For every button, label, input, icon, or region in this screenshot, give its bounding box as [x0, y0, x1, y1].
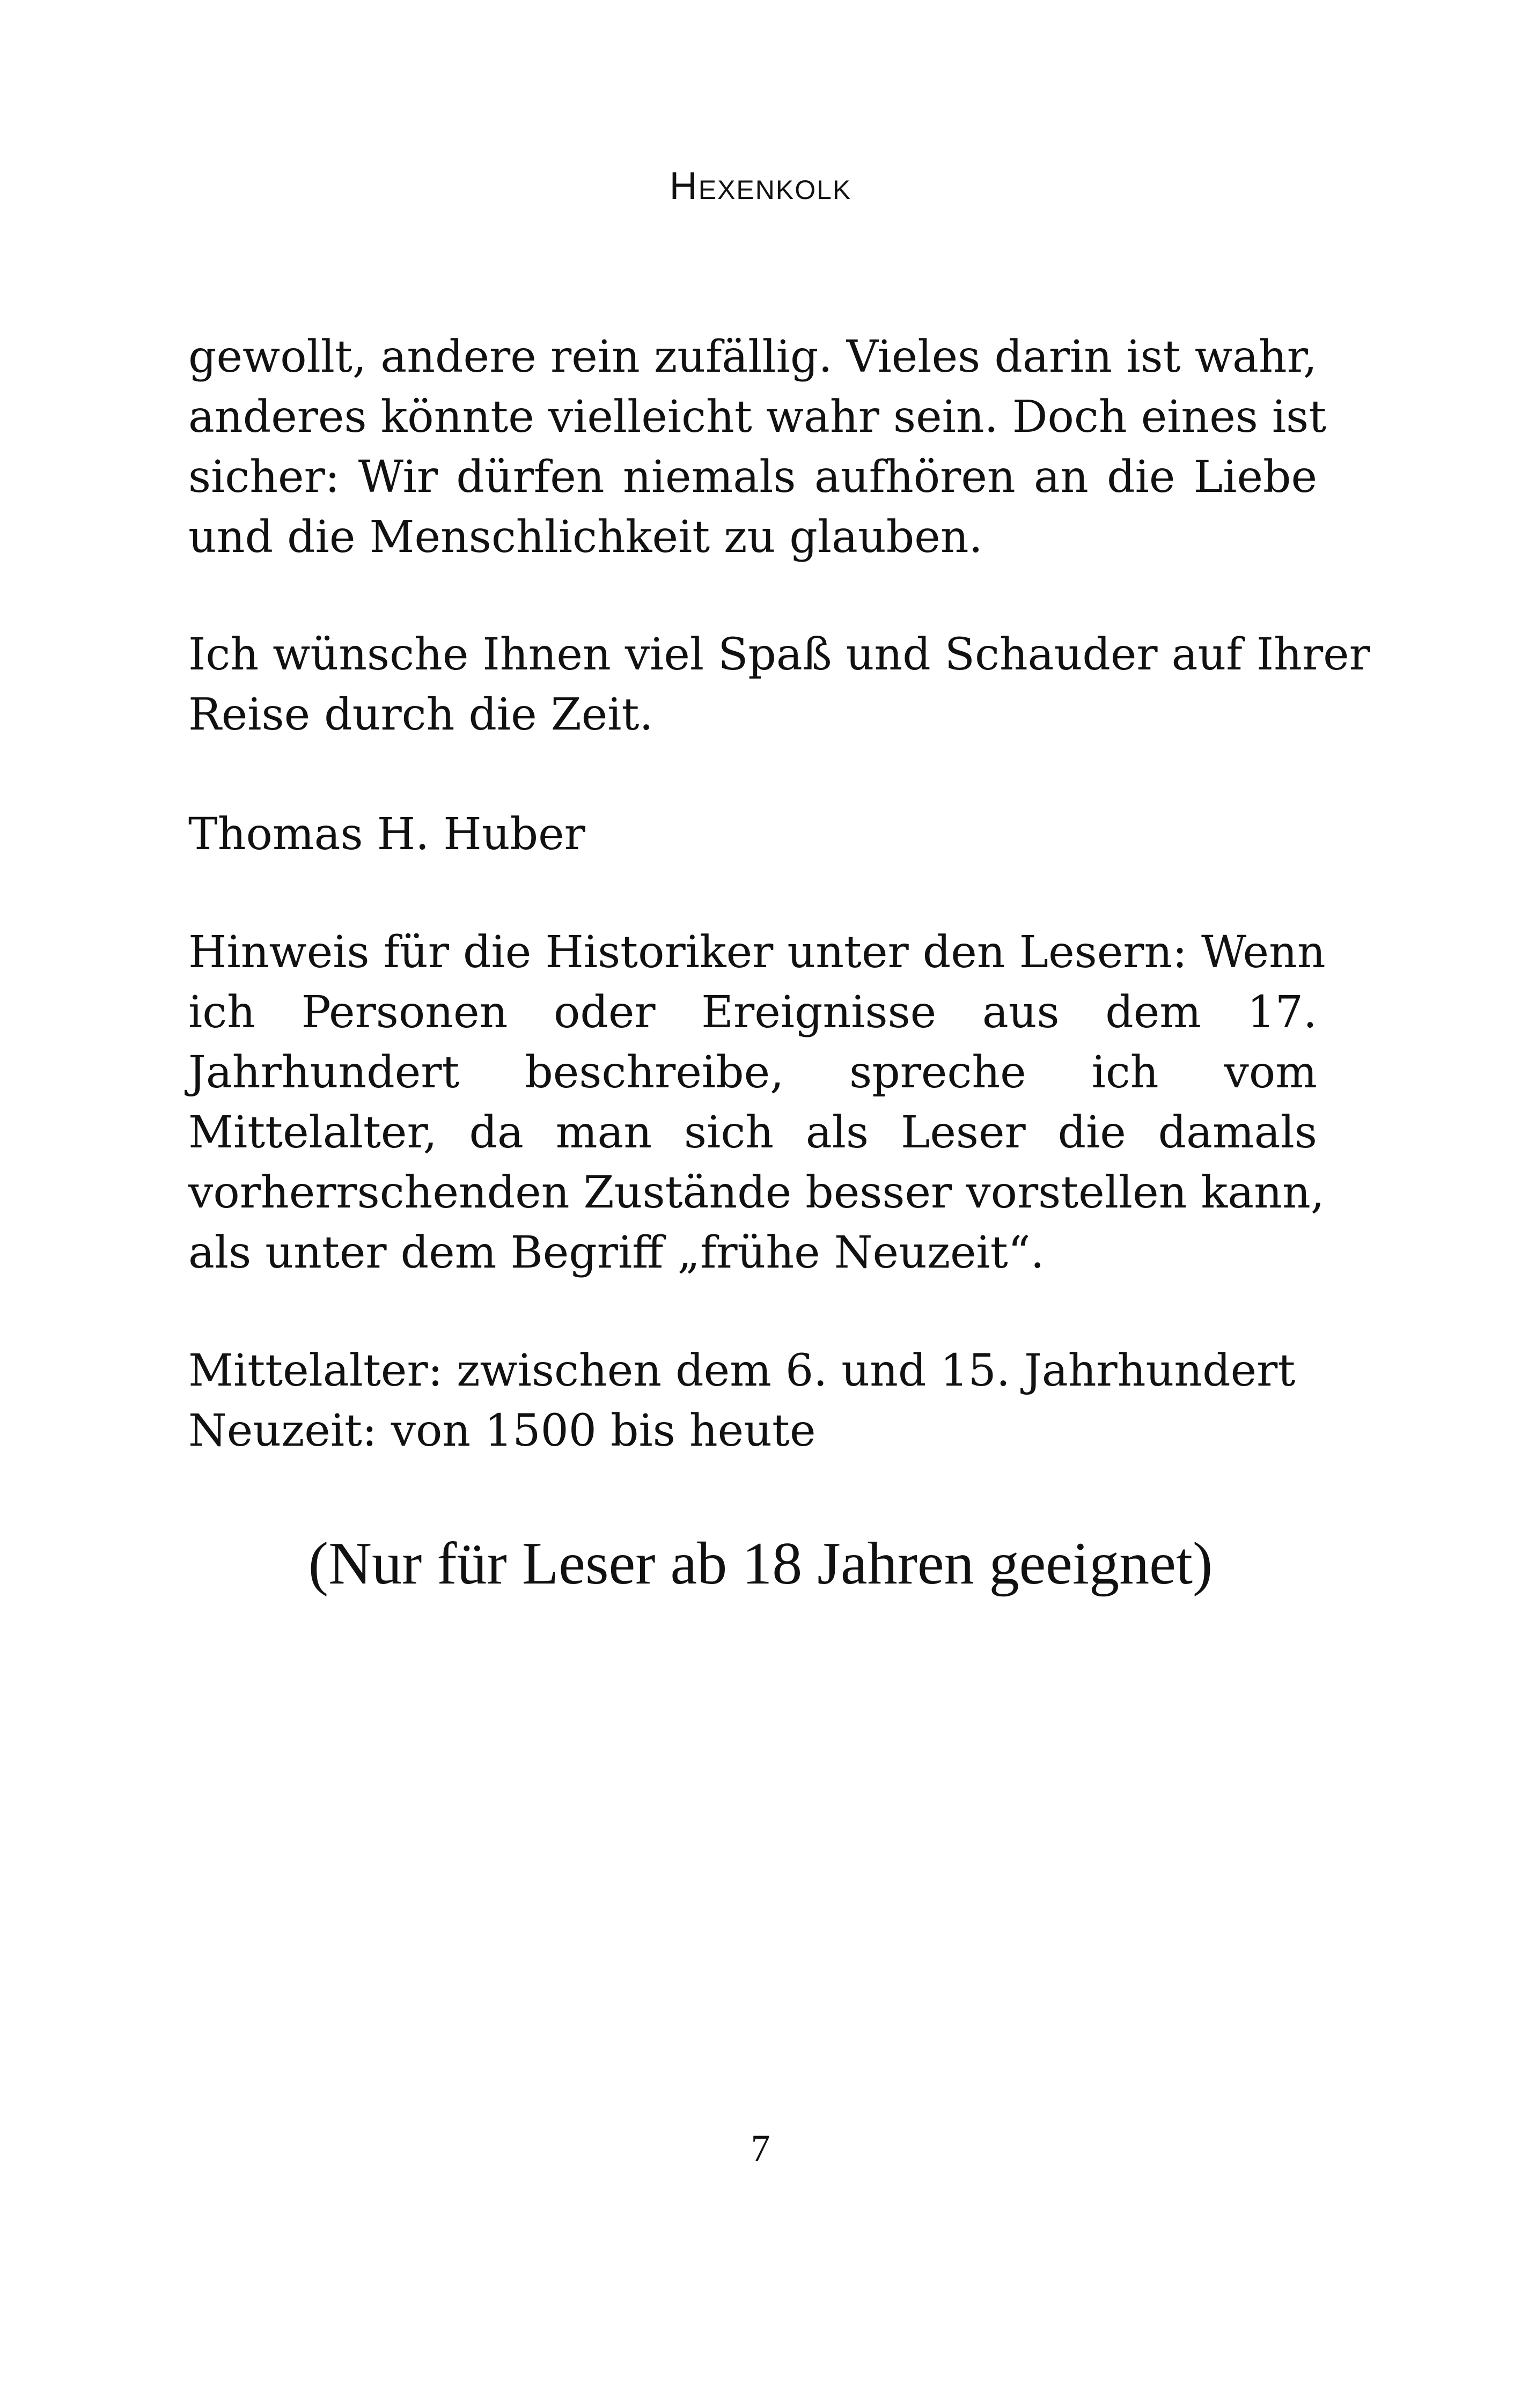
text-line: als unter dem Begriff „frühe Neuzeit“. — [188, 1227, 1045, 1278]
paragraph-historian-note — [188, 923, 1326, 1283]
text-line: Hinweis für die Historiker unter den Lesern: Wenn — [188, 927, 1326, 978]
paragraph-definitions — [188, 1341, 1317, 1461]
text-line: und die Menschlichkeit zu glauben. — [188, 512, 983, 563]
page-number: 7 — [751, 2127, 770, 2170]
text-line: Neuzeit: von 1500 bis heute — [188, 1405, 816, 1456]
text-line: Mittelalter, da man sich als Leser die damals — [188, 1107, 1317, 1158]
text-line: Mittelalter: zwischen dem 6. und 15. Jahrhundert — [188, 1345, 1296, 1396]
paragraph-intro-end — [188, 327, 1327, 568]
paragraph-wishes — [188, 625, 1370, 745]
text-line: Jahrhundert beschreibe, spreche ich vom — [188, 1047, 1317, 1098]
text-line: Ich wünsche Ihnen viel Spaß und Schauder auf Ihrer — [188, 629, 1370, 680]
text-line: anderes könnte vielleicht wahr sein. Doch eines ist — [188, 392, 1327, 443]
text-line: vorherrschenden Zustände besser vorstellen kann, — [188, 1167, 1325, 1218]
text-line: Reise durch die Zeit. — [188, 689, 653, 740]
author-signature — [188, 805, 1317, 865]
text-line: ich Personen oder Ereignisse aus dem 17. — [188, 987, 1317, 1038]
text-line: sicher: Wir dürfen niemals aufhören an die Liebe — [188, 452, 1317, 503]
signature-line: Thomas H. Huber — [188, 809, 585, 860]
age-notice: (Nur für Leser ab 18 Jahren geeignet) — [308, 1530, 1213, 1597]
text-line: gewollt, andere rein zufällig. Vieles darin ist wahr, — [188, 332, 1317, 382]
running-head-title: Hexenkolk — [669, 165, 852, 208]
